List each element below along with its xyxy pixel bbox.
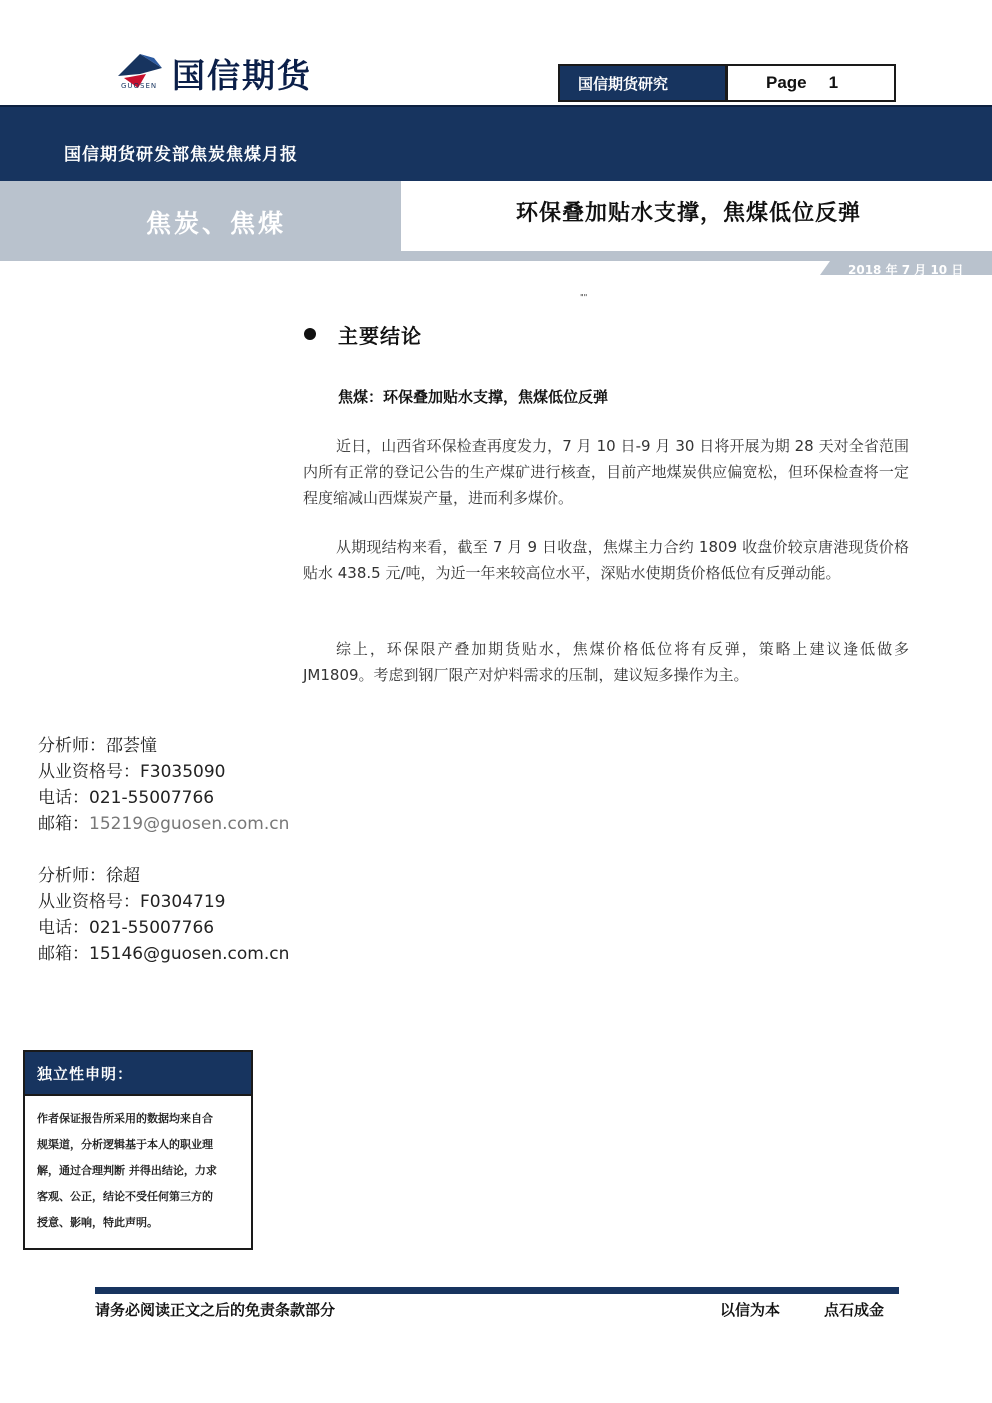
email-label: 邮箱： — [38, 944, 89, 964]
analyst-email[interactable]: 15219@guosen.com.cn — [89, 814, 290, 834]
report-series-title: 国信期货研发部焦炭焦煤月报 — [64, 145, 298, 165]
report-headline: 环保叠加贴水支撑，焦煤低位反弹 — [516, 201, 862, 226]
footer-motto: 以信为本 — [720, 1301, 781, 1319]
analyst-email-row — [38, 939, 289, 964]
independence-text — [25, 1096, 251, 1236]
analyst-email[interactable]: 15146@guosen.com.cn — [89, 944, 290, 964]
footer-disclaimer: 请务必阅读正文之后的免责条款部分 — [95, 1301, 336, 1319]
paragraph: 从期现结构来看，截至 7 月 9 日收盘，焦煤主力合约 1809 收盘价较京唐港现货价格贴水 438.5 元/吨，为近一年来较高位水平，深贴水使期货价格低位有反弹动能。 — [303, 538, 909, 582]
independence-line: 授意、影响，特此声明。 — [37, 1216, 158, 1229]
analyst-phone: 电话：021-55007766 — [38, 918, 215, 938]
analyst-name: 分析师：徐超 — [38, 866, 140, 886]
independence-line: 解，通过合理判断 并得出结论，力求 — [37, 1164, 217, 1177]
independence-line: 作者保证报告所采用的数据均来自合 — [37, 1112, 213, 1125]
page-label: Page — [766, 73, 807, 92]
analyst-license: 从业资格号：F3035090 — [38, 762, 226, 782]
independence-line: 规渠道，分析逻辑基于本人的职业理 — [37, 1138, 213, 1151]
footer-rule — [95, 1287, 899, 1294]
section-title: 主要结论 — [338, 324, 422, 348]
company-logo-text: 国信期货 — [172, 56, 312, 95]
footer-motto: 点石成金 — [824, 1301, 885, 1319]
analyst-email-row — [38, 809, 289, 834]
analyst-license: 从业资格号：F0304719 — [38, 892, 226, 912]
page-number: 1 — [828, 73, 839, 92]
company-logo-sub: GUOSEN — [121, 82, 158, 90]
independence-title: 独立性申明： — [25, 1052, 251, 1096]
analyst-name: 分析师：邵荟憧 — [38, 736, 157, 756]
bullet-icon — [304, 328, 316, 340]
stray-mark: "" — [580, 293, 588, 302]
research-label: 国信期货研究 — [560, 66, 728, 100]
independence-box — [23, 1050, 253, 1250]
email-label: 邮箱： — [38, 814, 89, 834]
report-date: 2018 年 7 月 10 日 — [848, 263, 964, 277]
paragraph: 近日，山西省环保检查再度发力，7 月 10 日-9 月 30 日将开展为期 28 天对全省范围内所有正常的登记公告的生产煤矿进行核查，目前产地煤炭供应偏宽松，但环保检查将一定程度缩减山西煤炭产量，进而利多煤价。 — [303, 437, 909, 507]
analyst-phone: 电话：021-55007766 — [38, 788, 215, 808]
header-box — [558, 64, 896, 102]
sub-title: 焦煤：环保叠加贴水支撑，焦煤低位反弹 — [338, 388, 609, 406]
category-label: 焦炭、焦煤 — [146, 209, 287, 238]
paragraph: 综上，环保限产叠加期货贴水，焦煤价格低位将有反弹，策略上建议逢低做多 JM1809。考虑到钢厂限产对炉料需求的压制，建议短多操作为主。 — [303, 640, 909, 684]
independence-line: 客观、公正，结论不受任何第三方的 — [37, 1190, 213, 1203]
page-indicator — [728, 66, 894, 100]
